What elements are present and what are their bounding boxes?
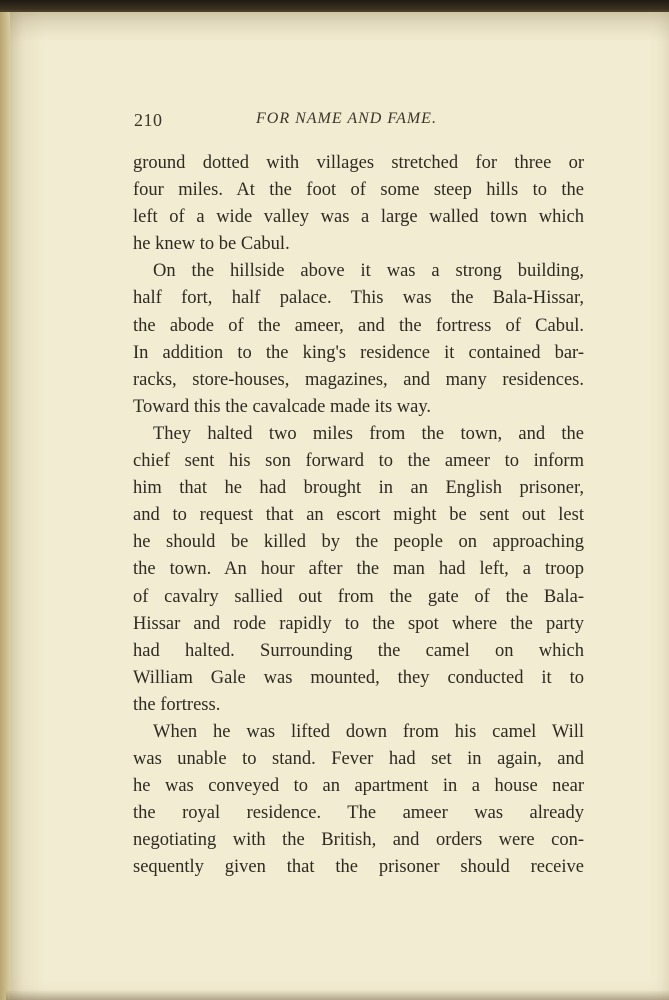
text-line: four miles. At the foot of some steep hills to the (133, 180, 584, 201)
page-header (134, 110, 584, 134)
text-line: had halted. Surrounding the camel on which (133, 640, 584, 661)
page-number: 210 (134, 110, 163, 130)
text-line: negotiating with the British, and orders were con- (133, 830, 584, 851)
text-line: William Gale was mounted, they conducted it to (133, 667, 584, 688)
text-line: he was conveyed to an apartment in a house near (133, 776, 584, 797)
text-line: In addition to the king's residence it contained bar- (133, 342, 584, 363)
text-line: the royal residence. The ameer was already (133, 803, 584, 824)
text-line: he knew to be Cabul. (133, 234, 290, 255)
text-line: the abode of the ameer, and the fortress of Cabul. (133, 315, 584, 336)
text-line: and to request that an escort might be sent out lest (133, 505, 584, 526)
text-line: sequently given that the prisoner should receive (133, 857, 584, 878)
text-line: he should be killed by the people on approaching (133, 532, 584, 553)
text-line: On the hillside above it was a strong building, (153, 261, 584, 282)
text-line: ground dotted with villages stretched for three or (133, 153, 584, 173)
text-line: of cavalry sallied out from the gate of the Bala- (133, 586, 584, 607)
text-line: racks, store-houses, magazines, and many residences. (133, 369, 584, 390)
text-line: him that he had brought in an English prisoner, (133, 478, 584, 499)
text-line: was unable to stand. Fever had set in again, and (133, 749, 584, 770)
body-text (133, 150, 584, 882)
page-bottom-shadow (6, 990, 669, 1000)
text-line: the town. An hour after the man had left, a troop (133, 559, 584, 580)
text-line: When he was lifted down from his camel Will (153, 721, 584, 742)
text-line: Toward this the cavalcade made its way. (133, 396, 432, 417)
text-line: They halted two miles from the town, and the (153, 423, 584, 444)
text-line: Hissar and rode rapidly to the spot where the party (133, 613, 584, 634)
text-line: half fort, half palace. This was the Bala-Hissar, (133, 288, 584, 309)
text-line: chief sent his son forward to the ameer to inform (133, 451, 584, 472)
running-title: FOR NAME AND FAME. (256, 110, 437, 127)
page-binding-edge (0, 12, 10, 1000)
text-line: left of a wide valley was a large walled town which (133, 207, 584, 228)
text-line: the fortress. (133, 694, 221, 715)
